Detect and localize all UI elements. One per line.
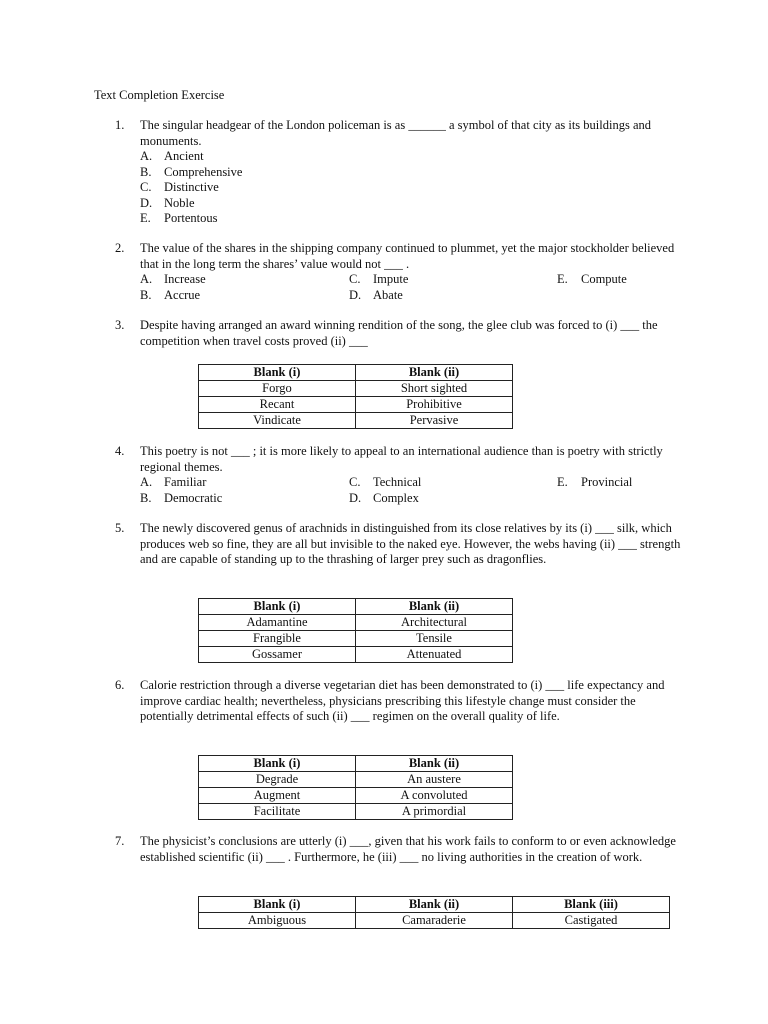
answer-table xyxy=(198,598,513,663)
question-3 xyxy=(94,318,684,349)
option-d: D. Complex xyxy=(349,490,419,505)
table-cell: Frangible xyxy=(199,631,356,647)
question-text: Despite having arranged an award winning rendition of the song, the glee club was forced to (i) ___ the competition when travel costs proved (ii) ___ xyxy=(140,318,658,348)
column-header: Blank (ii) xyxy=(356,365,513,381)
column-header: Blank (i) xyxy=(199,756,356,772)
table-row xyxy=(199,397,513,413)
table-row xyxy=(199,381,513,397)
column-header: Blank (i) xyxy=(199,897,356,913)
column-header: Blank (ii) xyxy=(356,897,513,913)
question-text: The singular headgear of the London policeman is as ______ a symbol of that city as its buildings and monuments. xyxy=(140,118,652,148)
table-cell: Castigated xyxy=(513,913,670,929)
table-cell: Ambiguous xyxy=(199,913,356,929)
option-b: B. Comprehensive xyxy=(140,164,243,179)
question-6 xyxy=(94,678,684,725)
table-cell: Camaraderie xyxy=(356,913,513,929)
table-header-row xyxy=(199,365,513,381)
table-header-row xyxy=(199,599,513,615)
answer-table xyxy=(198,896,670,929)
question-text: Calorie restriction through a diverse vegetarian diet has been demonstrated to (i) ___ life expectancy and improve cardiac health; nevertheless, physicians prescribing this lifestyle change must consider the potentially detrimental effects of such (ii) ___ regimen on the overall quality of life. xyxy=(140,678,665,723)
option-c: C. Distinctive xyxy=(140,180,219,194)
document-title: Text Completion Exercise xyxy=(94,88,225,102)
question-number: 3. xyxy=(115,318,125,332)
option-c: C. Technical xyxy=(349,475,422,489)
table-cell: Attenuated xyxy=(356,647,513,663)
question-number: 7. xyxy=(115,834,125,848)
question-text: The value of the shares in the shipping company continued to plummet, yet the major stockholder believed that in the long term the shares’ value would not ___ . xyxy=(140,241,675,271)
answer-options xyxy=(140,149,684,227)
question-7 xyxy=(94,834,684,865)
table-cell: Architectural xyxy=(356,615,513,631)
option-a: A. Increase xyxy=(140,272,206,286)
question-2 xyxy=(94,241,684,303)
table-row xyxy=(199,804,513,820)
question-number: 6. xyxy=(115,678,125,692)
question-number: 2. xyxy=(115,241,125,255)
table-cell: A primordial xyxy=(356,804,513,820)
answer-table xyxy=(198,755,513,820)
table-row xyxy=(199,631,513,647)
answer-options xyxy=(140,272,684,303)
table-cell: Forgo xyxy=(199,381,356,397)
table-cell: Gossamer xyxy=(199,647,356,663)
table-cell: Pervasive xyxy=(356,413,513,429)
question-1 xyxy=(94,118,684,227)
question-text: The physicist’s conclusions are utterly (i) ___, given that his work fails to conform to or even acknowledge established scientific (ii) ___ . Furthermore, he (iii) ___ no living authorities in the creation of work. xyxy=(140,834,676,864)
question-number: 4. xyxy=(115,444,125,458)
question-text: This poetry is not ___ ; it is more likely to appeal to an international audience than is poetry with strictly regional themes. xyxy=(140,444,663,474)
table-cell: A convoluted xyxy=(356,788,513,804)
table-cell: Degrade xyxy=(199,772,356,788)
option-e: E. Portentous xyxy=(140,211,218,225)
table-header-row xyxy=(199,897,670,913)
table-row xyxy=(199,913,670,929)
table-cell: An austere xyxy=(356,772,513,788)
option-e: E. Compute xyxy=(557,272,627,286)
column-header: Blank (i) xyxy=(199,599,356,615)
table-cell: Augment xyxy=(199,788,356,804)
column-header: Blank (iii) xyxy=(513,897,670,913)
table-cell: Adamantine xyxy=(199,615,356,631)
option-d: D. Abate xyxy=(349,287,403,302)
table-row xyxy=(199,413,513,429)
question-number: 1. xyxy=(115,118,125,132)
option-a: A. Ancient xyxy=(140,149,204,163)
table-row xyxy=(199,772,513,788)
table-header-row xyxy=(199,756,513,772)
option-d: D. Noble xyxy=(140,195,195,210)
table-cell: Vindicate xyxy=(199,413,356,429)
option-e: E. Provincial xyxy=(557,475,633,489)
option-a: A. Familiar xyxy=(140,475,207,489)
question-number: 5. xyxy=(115,521,125,535)
answer-options xyxy=(140,475,684,506)
table-cell: Recant xyxy=(199,397,356,413)
option-b: B. Accrue xyxy=(140,287,201,302)
table-row xyxy=(199,788,513,804)
column-header: Blank (ii) xyxy=(356,599,513,615)
table-cell: Prohibitive xyxy=(356,397,513,413)
table-row xyxy=(199,647,513,663)
table-cell: Facilitate xyxy=(199,804,356,820)
table-cell: Tensile xyxy=(356,631,513,647)
option-c: C. Impute xyxy=(349,272,409,286)
question-text: The newly discovered genus of arachnids in distinguished from its close relatives by its (i) ___ silk, which produces web so fine, they are all but invisible to the naked eye. However, the webs having (ii) ___ strength and are capable of standing up to the thrashing of larger prey such as dragonflies. xyxy=(140,521,681,566)
question-4 xyxy=(94,444,684,506)
answer-table xyxy=(198,364,513,429)
column-header: Blank (ii) xyxy=(356,756,513,772)
column-header: Blank (i) xyxy=(199,365,356,381)
option-b: B. Democratic xyxy=(140,490,223,505)
question-5 xyxy=(94,521,684,568)
table-row xyxy=(199,615,513,631)
table-cell: Short sighted xyxy=(356,381,513,397)
